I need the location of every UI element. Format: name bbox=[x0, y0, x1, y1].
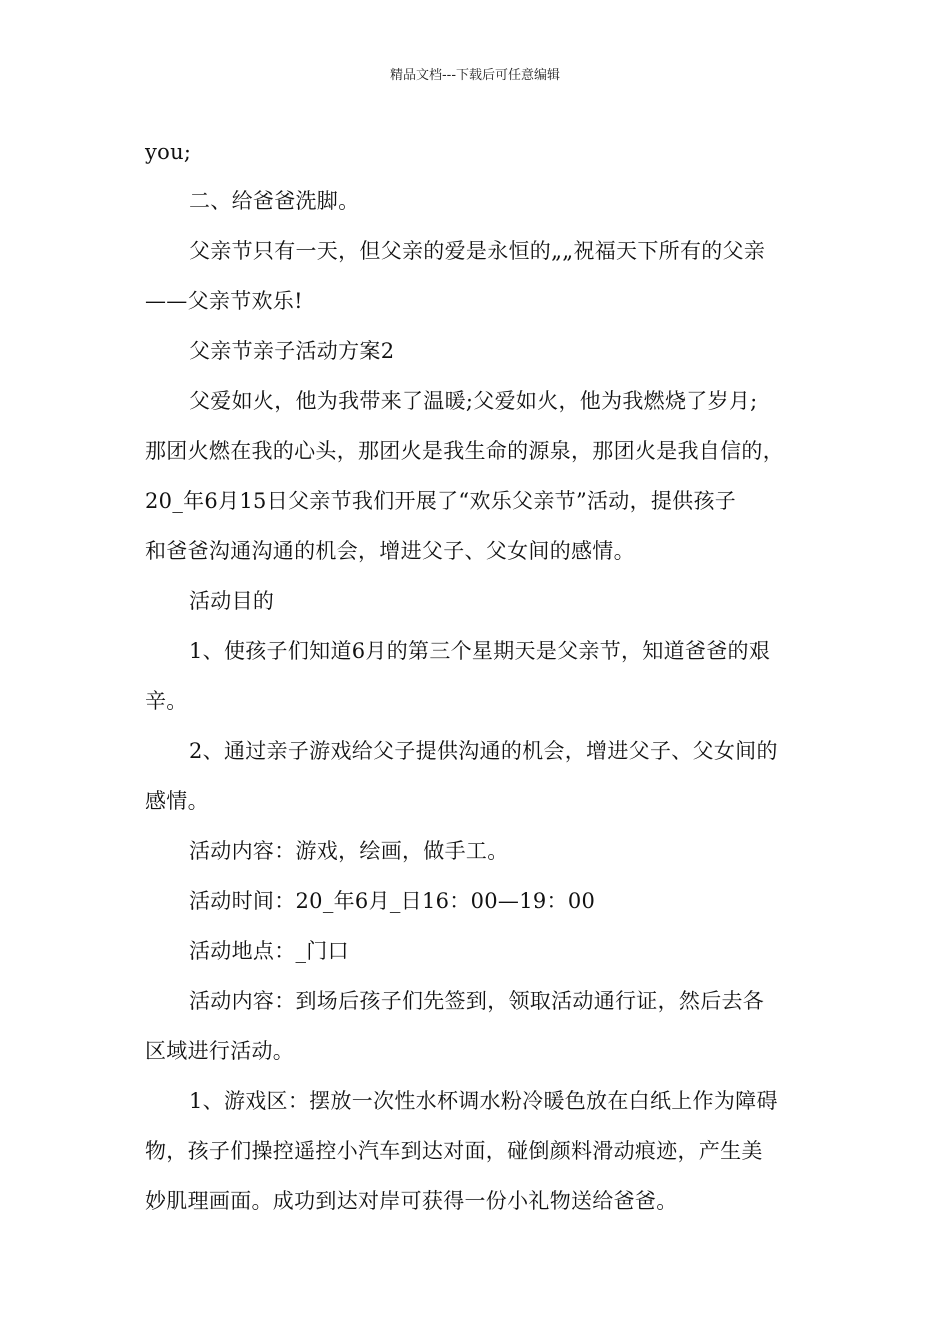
text-line: ——父亲节欢乐! bbox=[145, 289, 303, 313]
text-line: 妙肌理画面。成功到达对岸可获得一份小礼物送给爸爸。 bbox=[145, 1189, 678, 1213]
page-header: 精品文档---下载后可任意编辑 bbox=[389, 68, 561, 83]
text-line: 区域进行活动。 bbox=[145, 1039, 295, 1063]
text-line: 物，孩子们操控遥控小汽车到达对面，碰倒颜料滑动痕迹，产生美 bbox=[145, 1139, 763, 1163]
text-line: 2、通过亲子游戏给父子提供沟通的机会，增进父子、父女间的 bbox=[189, 739, 778, 763]
text-line: 活动内容：游戏，绘画，做手工。 bbox=[189, 839, 509, 863]
text-line: 20_年6月15日父亲节我们开展了“欢乐父亲节”活动，提供孩子 bbox=[145, 489, 737, 513]
text-line: 感情。 bbox=[145, 789, 209, 813]
text-line: 那团火燃在我的心头，那团火是我生命的源泉，那团火是我自信的， bbox=[145, 439, 784, 463]
text-line: 二、给爸爸洗脚。 bbox=[189, 189, 360, 213]
text-line: 1、使孩子们知道6月的第三个星期天是父亲节，知道爸爸的艰 bbox=[189, 639, 771, 663]
section-title: 父亲节亲子活动方案2 bbox=[189, 339, 395, 363]
text-line: 辛。 bbox=[145, 689, 188, 713]
text-line: 1、游戏区：摆放一次性水杯调水粉冷暖色放在白纸上作为障碍 bbox=[189, 1089, 778, 1113]
text-line: 活动地点：_门口 bbox=[189, 939, 349, 963]
text-line: 父爱如火，他为我带来了温暖;父爱如火，他为我燃烧了岁月; bbox=[189, 389, 758, 413]
text-line: 和爸爸沟通沟通的机会，增进父子、父女间的感情。 bbox=[145, 539, 635, 563]
text-line: you; bbox=[145, 140, 192, 164]
text-line: 活动内容：到场后孩子们先签到，领取活动通行证，然后去各 bbox=[189, 989, 765, 1013]
section-title: 活动目的 bbox=[189, 589, 275, 613]
text-line: 父亲节只有一天，但父亲的爱是永恒的„„祝福天下所有的父亲 bbox=[189, 239, 766, 263]
text-line: 活动时间：20_年6月_日16：00—19：00 bbox=[189, 889, 596, 913]
